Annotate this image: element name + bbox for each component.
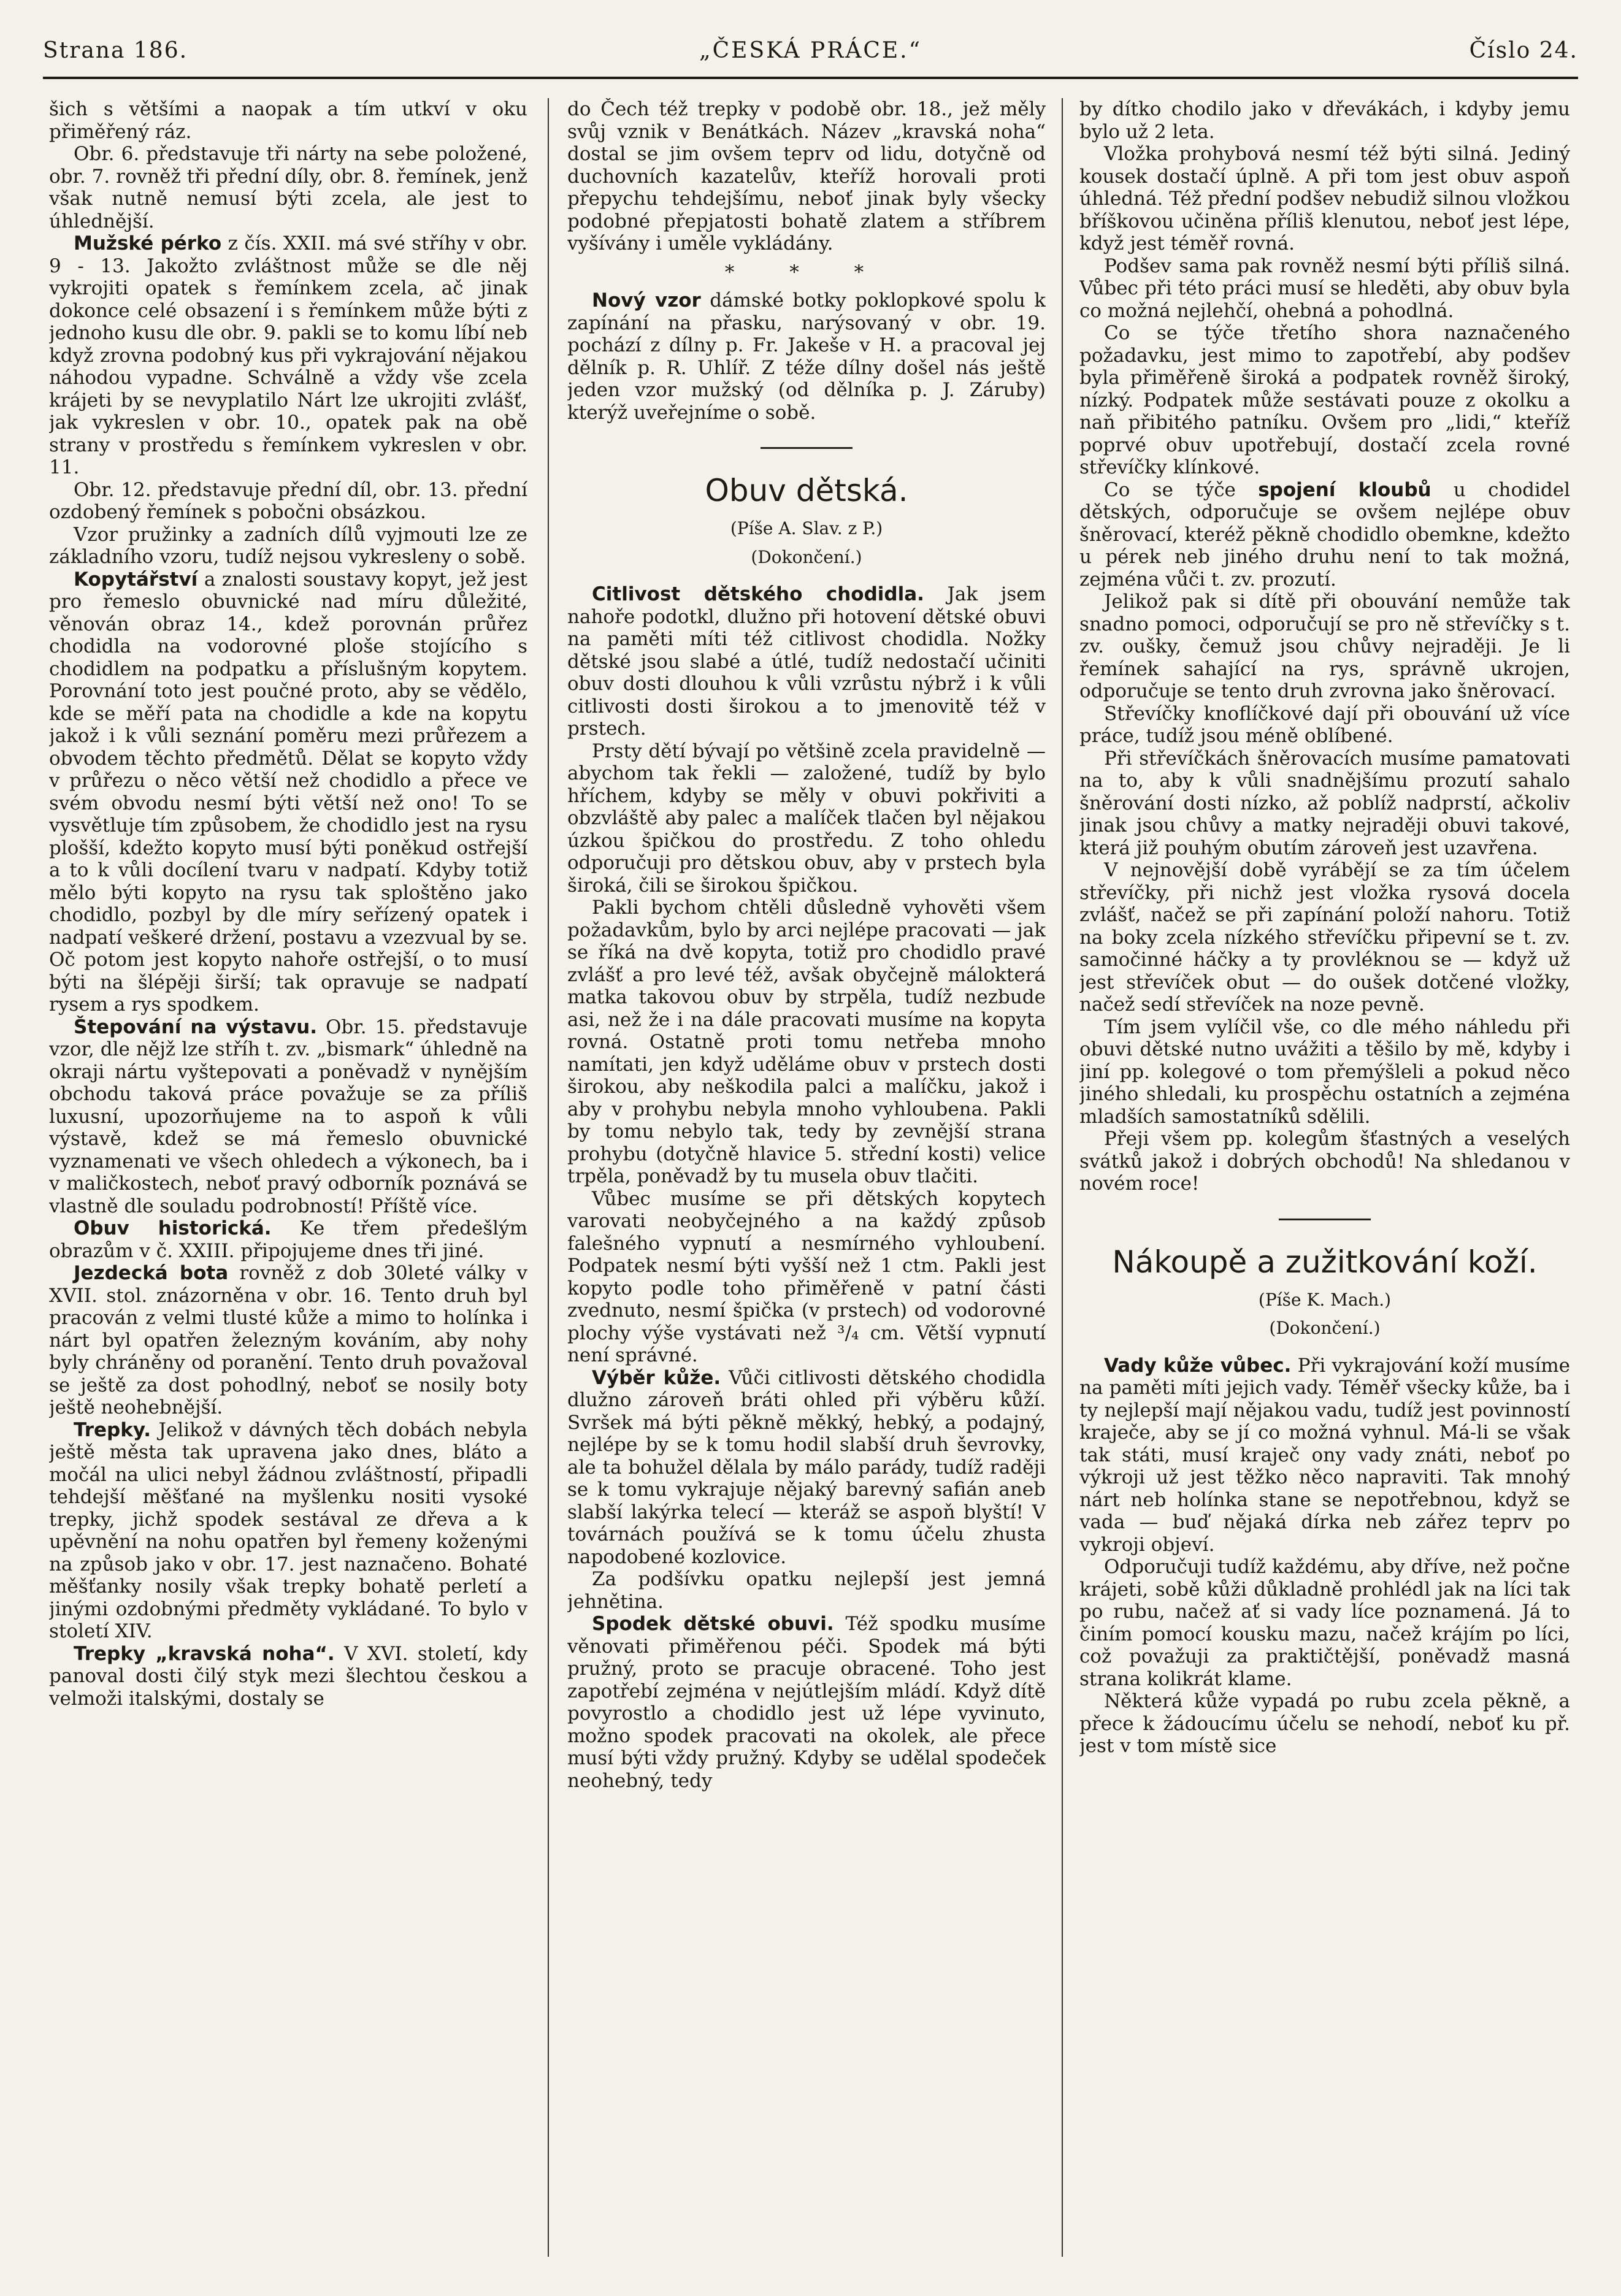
paragraph: Podšev sama pak rovněž nesmí býti příliš silná. Vůbec při této práci musí se hleděti, aby obuv byla co možná nejlehčí, ohebná a pohodlná. <box>1079 254 1570 322</box>
paragraph: Za podšívku opatku nejlepší jest jemná jehnětina. <box>567 1568 1046 1613</box>
section-keyword: Vady kůže vůbec. <box>1104 1354 1292 1377</box>
paragraph: Vložka prohybová nesmí též býti silná. Jediný kousek dostačí úplně. A při tom jest obuv aspoň úhledná. Též přední podšev nebudiž silnou vložkou bříškovou učiněna příliš klenutou, neboť jest lépe, když jest téměř rovná. <box>1079 143 1570 254</box>
paragraph-text: V XVI. století, kdy panoval dosti čilý styk mezi šlechtou českou a velmoži italskými, dostaly se <box>49 1642 527 1710</box>
continuation-note: (Dokončení.) <box>751 546 862 567</box>
column-divider <box>1062 98 1063 2257</box>
paragraph: Některá kůže vypadá po rubu zcela pěkně, a přece k žádoucímu účelu se nehodí, neboť ku př. jest v tom místě sice <box>1079 1690 1570 1757</box>
paragraph <box>49 232 527 479</box>
paragraph-text: z čís. XXII. má své stříhy v obr. 9 - 13. Jakožto zvláštnost může se dle něj vykrojiti opatek s řemínkem zcela, ač jinak dokonce celé obsazení i s řemínkem může býti z jednoho kusu dle obr. 9. pakli se to komu líbí neb když zrovna podobný kus při vykrajování nějakou náhodou vypadne. Schválně a vždy vše zcela krájeti by se nevyplatilo Nárt lze ukrojiti zvlášť, jak vykreslen v obr. 10., opatek pak na obě strany v prostředu s řemínkem vykreslen v obr. 11. <box>49 232 527 478</box>
section-keyword: Obuv historická. <box>74 1217 272 1239</box>
paragraph: Střevíčky knoflíčkové dají při obouvání už více práce, tudíž jsou méně oblíbené. <box>1079 702 1570 747</box>
paragraph <box>567 1367 1046 1569</box>
paragraph: šich s většími a naopak a tím utkví v oku přiměřený ráz. <box>49 98 527 143</box>
article-title: Obuv dětská. <box>705 473 908 508</box>
header-rule <box>43 77 1578 79</box>
paragraph <box>567 289 1046 424</box>
article-title: Nákoupě a zužitkování koží. <box>1112 1244 1538 1280</box>
paragraph: Vůbec musíme se při dětských kopytech varovati neobyčejného a na každý způsob falešného vypnutí a nesmírného vyhloubení. Podpatek nesmí býti vyšší než 1 ctm. Pakli jest kopyto podle toho přiměřeně v patní části zvednuto, nesmí špička (v prstech) od vodorovné plochy výše vystávati než ³/₄ cm. Větší vypnutí není správné. <box>567 1187 1046 1366</box>
section-separator <box>761 447 853 449</box>
column-2 <box>567 98 1046 2263</box>
section-separator <box>1279 1219 1371 1220</box>
paragraph: Tím jsem vylíčil vše, co dle mého náhledu při obuvi dětské nutno uvážiti a těšilo by mě, kdyby i jiní pp. kolegové o tom přemýšleli a pokud něco jiného shledali, ku prospěchu ostatních a zejména mladších samostatníků sdělili. <box>1079 1016 1570 1128</box>
paragraph-text: Ke třem předešlým obrazům v č. XXIII. připojujeme dnes tři jiné. <box>49 1217 527 1262</box>
paragraph-text: Při vykrajování koží musíme na paměti míti jejich vady. Téměř všecky kůže, ba i ty nejlepší mají nějakou vadu, tudíž jest povinností kraječe, aby se jí co možná vyhnul. Má-li se však tak státi, musí kraječ ony vady znáti, neboť po výkroji už jest těžko něco napraviti. Tak mnohý nárt neb holínka stane se nepotřebnou, když se vada — buď nějaká dírka neb zářez teprv po vykroji objeví. <box>1079 1354 1570 1556</box>
paragraph: Přeji všem pp. kolegům šťastných a veselých svátků jakož i dobrých obchodů! Na shledanou v novém roce! <box>1079 1128 1570 1195</box>
issue-number: Číslo 24. <box>1469 37 1578 63</box>
paragraph: Obr. 12. představuje přední díl, obr. 13. přední ozdobený řemínek s pobočni obsázkou. <box>49 478 527 523</box>
section-keyword: Nový vzor <box>592 289 701 312</box>
section-keyword: Spodek dětské obuvi. <box>592 1613 834 1635</box>
paragraph <box>49 1016 527 1218</box>
paragraph: Jelikož pak si dítě při obouvání nemůže tak snadno pomoci, odporučují se pro ně střevíčky s t. zv. oušky, čemuž jsou chůvy nejraději. Je li řemínek sahající na rys, správně ukrojen, odporučuje se tento druh zvrovna jako šněrovací. <box>1079 591 1570 702</box>
paragraph: V nejnovější době vyrábějí se za tím účelem střevíčky, při nichž jest vložka rysová docela zvlášť, načež se při zapínání položí nahoru. Totiž na boky zcela nízkého střevíčku připevní se t. zv. samočinné háčky a ty provléknou se — když už jest střevíček obut — do oušek dotčené vložky, načež sedí střevíček na noze pevně. <box>1079 859 1570 1016</box>
section-keyword: Štepování na výstavu. <box>74 1016 318 1038</box>
paragraph: Obr. 6. představuje tři nárty na sebe položené, obr. 7. rovněž tři přední díly, obr. 8. řemínek, jenž však nutně nemusí býti zcela, ale jest to úhlednější. <box>49 143 527 232</box>
paragraph-text: Co se týče <box>1104 478 1259 501</box>
section-keyword: Trepky. <box>74 1418 151 1441</box>
paragraph <box>49 568 527 1016</box>
paragraph <box>1079 1355 1570 1556</box>
paragraph-text: dámské botky poklopkové spolu k zapínání na přasku, narýsovaný v obr. 19. pochází z dílny p. Fr. Jakeše v H. a pracoval jej dělník p. R. Uhlíř. Z téže dílny došel nás ještě jeden vzor mužský (od dělníka p. J. Záruby) kterýž uveřejníme o sobě. <box>567 289 1046 424</box>
paragraph-text: rovněž z dob 30leté války v XVII. stol. znázorněna v obr. 16. Tento druh byl pracován z velmi tlusté kůže a mimo to holínka i nárt byl opatřen železným kováním, aby nohy byly chráněny od poranění. Tento druh považoval se ještě za dost pohodlný, neboť se nosily boty ještě neohebnější. <box>49 1262 527 1418</box>
article-byline: (Píše K. Mach.) <box>1258 1289 1392 1310</box>
newspaper-title: „ČESKÁ PRÁCE.“ <box>699 37 922 63</box>
paragraph-text: a znalosti soustavy kopyt, jež jest pro řemeslo obuvnické nad míru důležité, věnován obraz 14., kdež porovnán průřez chodidla na vodorovné ploše stojícího s chodidlem na podpatku a příslušným kopytem. Porovnání toto jest poučné proto, aby se vědělo, kde se měří pata na chodidle a kde na kopytu jakož i k vůli seznání poměru mezi průřezem a obvodem těchto předmětů. Dělat se kopyto vždy v průřezu o něco větší než chodidlo a přece ve svém obvodu nesmí býti větší než ono! To se vysvětluje tím způsobem, že chodidlo jest na rysu plošší, kdežto kopyto musí býti poněkud ostřejší a to k vůli docílení tvaru v nadpatí. Kdyby totiž mělo býti kopyto na rysu tak sploštěno jako chodidlo, pozbyl by dle míry seřízený opatek i nadpatí veškeré držení, postavu a vzezvual by se. Oč potom jest kopyto nahoře ostřejší, o to musí býti na šlépěji širší; tak opravuje se nadpatí rysem a rys spodkem. <box>49 568 527 1016</box>
paragraph: by dítko chodilo jako v dřevákách, i kdyby jemu bylo už 2 leta. <box>1079 98 1570 143</box>
section-keyword: Mužské pérko <box>74 232 222 254</box>
paragraph-text: Obr. 15. představuje vzor, dle nějž lze stříh t. zv. „bismark“ úhledně na okraji nártu vyštepovati a poněvadž v nynějším obchodu taková práce považuje se za příliš luxusní, upozorňujeme na to aspoň k vůli výstavě, kdež se má řemeslo obuvnické vyznamenati ve všech ohledech a výkonech, ba i v maličkostech, neboť pravý odborník poznává se vlastně dle souladu podrobností! Příště více. <box>49 1016 527 1217</box>
paragraph-text: Jak jsem nahoře podotkl, dlužno při hotovení dětské obuvi na paměti míti též citlivost chodidla. Nožky dětské jsou slabé a útlé, tudíž nedostačí učiniti obuv dosti dlouhou k vůli vzrůstu nýbrž i k vůli citlivosti dosti širokou a to jmenovitě též v prstech. <box>567 583 1046 740</box>
paragraph <box>49 1643 527 1710</box>
article-byline: (Píše A. Slav. z P.) <box>730 518 883 538</box>
paragraph-text: u chodidel dětských, odporučuje se ovšem nejlépe obuv šněrovací, kteréž pěkně chodidlo obemkne, kdežto u pérek neb jiného druhu není to tak možná, zejména vůči t. zv. prozutí. <box>1079 478 1570 591</box>
section-keyword: Výběr kůže. <box>592 1366 721 1389</box>
paragraph <box>49 1419 527 1643</box>
paragraph <box>49 1217 527 1262</box>
paragraph: Prsty dětí bývají po většině zcela pravidelně — abychom tak řekli — založené, tudíž by bylo hříchem, kdyby se měly v obuvi pokřiviti a obzvláště aby palec a malíček tlačen byl nějakou úzkou špičkou do prostředu. Z toho ohledu odporučuji pro dětskou obuv, aby v prstech byla široká, čili se širokou špičkou. <box>567 740 1046 897</box>
paragraph: Co se týče třetího shora naznačeného požadavku, jest mimo to zapotřebí, aby podšev byla přiměřeně široká a podpatek rovněž široký, nízký. Podpatek může sestávati pouze z okolku a naň přibitého patníku. Ovšem pro „lidi,“ kteříž poprvé obuv upotřebují, dostačí zcela rovné střevíčky klínkové. <box>1079 322 1570 478</box>
paragraph <box>567 1613 1046 1792</box>
paragraph <box>1079 479 1570 591</box>
paragraph: Při střevíčkách šněrovacích musíme pamatovati na to, aby k vůli snadnějšímu prozutí sahalo šněrování dosti nízko, až poblíž nadprstí, ačkoliv jinak jsou chůvy a matky nejraději obuvi takové, která již pouhým obutím zároveň jest uzavřena. <box>1079 747 1570 859</box>
paragraph-text: Též spodku musíme věnovati přiměřenou péči. Spodek má býti pružný, proto se pracuje obracené. Toho jest zapotřebí zejména v nejútlejším mládí. Když dítě povyrostlo a chodidlo jest už lépe vyvinuto, možno spodek pracovati na okolek, ale přece musí býti vždy pružný. Kdyby se udělal spodeček neohebný, tedy <box>567 1613 1046 1792</box>
section-keyword: Citlivost dětského chodidla. <box>592 583 924 605</box>
page-header <box>43 32 1578 69</box>
page-number: Strana 186. <box>43 37 188 63</box>
section-keyword: spojení kloubů <box>1258 478 1431 501</box>
paragraph: Pakli bychom chtěli důsledně vyhověti všem požadavkům, bylo by arci nejlépe pracovati — jak se říká na dvě kopyta, totiž pro chodidlo pravé zvlášť a pro levé též, avšak obyčejně málokterá matka takovou obuv by strpěla, tudíž nezbude asi, než že i na dále pracovati musíme na kopyta rovná. Ostatně proti tomu netřeba mnoho namítati, jen když uděláme obuv v prstech dosti širokou, aby neškodila palci a malíčku, jakož i aby v prohybu nebyla mnoho vyhloubena. Pakli by tomu nebylo tak, tedy by zevnější strana prohybu (dotyčně hlavice 5. střední kosti) velice trpěla, poněvadž by tu musela obuv tlačiti. <box>567 897 1046 1187</box>
asterism: * * * <box>724 261 889 283</box>
paragraph <box>567 583 1046 740</box>
continuation-note: (Dokončení.) <box>1269 1318 1381 1338</box>
paragraph-text: Jelikož v dávných těch dobách nebyla ještě města tak upravena jako dnes, bláto a močál na ulici nebyl žádnou zvláštností, připadli tehdejší měšťané na myšlenku nositi vysoké trepky, jichž spodek sestával ze dřeva a k upěvnění na nohu opatřen byl řemeny koženými na způsob jako v obr. 17. jest naznačeno. Bohaté měšťanky nosily však trepky bohatě perletí a jinými ozdobnými předměty vykládané. To bylo v století XIV. <box>49 1418 527 1642</box>
paragraph: Vzor pružinky a zadních dílů vyjmouti lze ze základního vzoru, tudíž nejsou vykresleny o sobě. <box>49 523 527 568</box>
section-keyword: Kopytářství <box>74 568 198 591</box>
paragraph-text: Vůči citlivosti dětského chodidla dlužno zároveň bráti ohled při výběru kůží. Svršek má býti pěkně měkký, hebký, a podajný, nejlépe by se k tomu hodil slabší druh ševrovky, ale ta bohužel dělala by málo parády, tudíž raději se k tomu vykrajuje nějaký barevný safián aneb slabší lakýrka telecí — kteráž se aspoň blyští! V továrnách používá se k tomu účelu zhusta napodobené kozlovice. <box>567 1366 1046 1568</box>
column-divider <box>548 98 549 2257</box>
paragraph: do Čech též trepky v podobě obr. 18., jež měly svůj vznik v Benátkách. Název „kravská noha“ dostal se jim ovšem teprv od lidu, dotyčně od duchovních kazatelův, kteříž horovali proti přepychu tehdejšímu, neboť jinak byly všecky podobné přepjatosti bohatě zlatem a stříbrem vyšívány i uměle vykládány. <box>567 98 1046 254</box>
paragraph <box>49 1262 527 1419</box>
paragraph: Odporučuji tudíž každému, aby dříve, než počne krájeti, sobě kůži důkladně prohlédl jak na líci tak po rubu, načež ať si vady líce poznamená. Já to činím pomocí kousku mazu, načež krájím po líci, což považuji za praktičtější, poněvadž masná strana kolikrát klame. <box>1079 1556 1570 1690</box>
section-keyword: Jezdecká bota <box>74 1262 229 1284</box>
section-keyword: Trepky „kravská noha“. <box>74 1642 335 1665</box>
column-1 <box>49 98 527 2263</box>
column-3 <box>1079 98 1570 2263</box>
